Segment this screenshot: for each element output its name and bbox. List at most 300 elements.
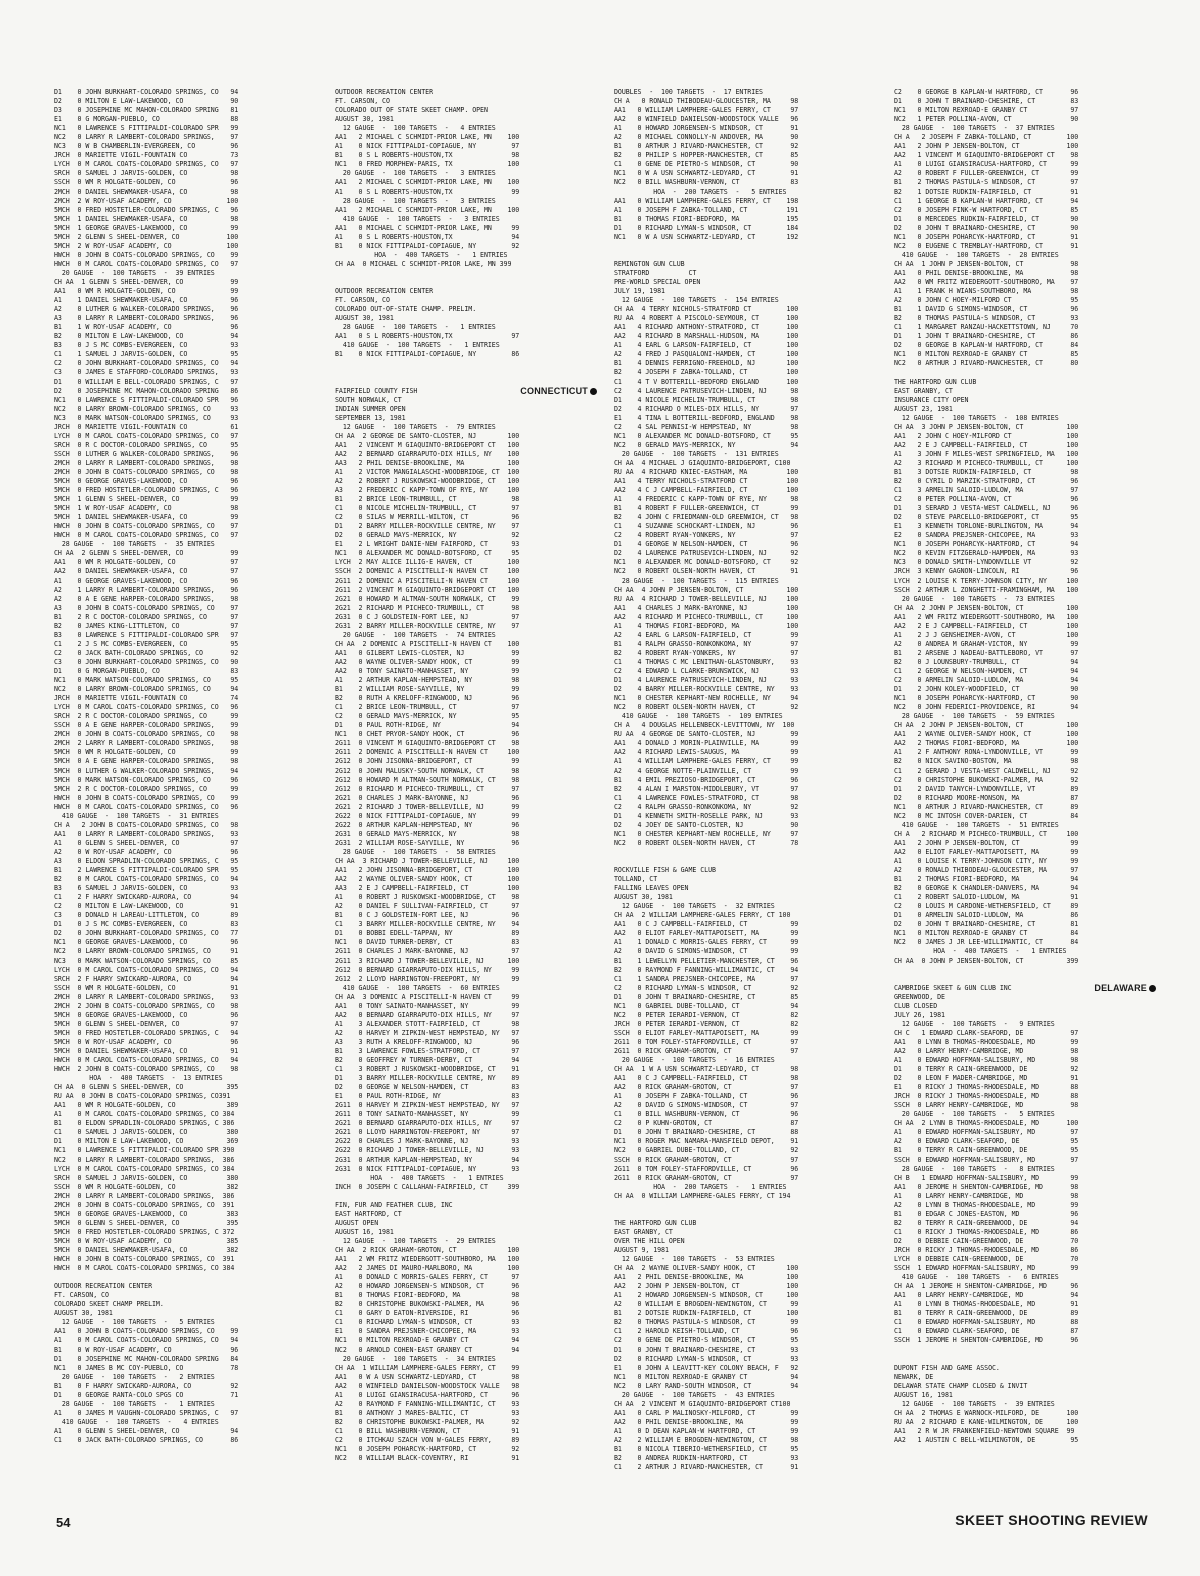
result-line [54, 685, 316, 694]
result-line [614, 757, 876, 766]
result-line-text: B1 3 DOTSIE RUDKIN-FAIRFIELD, CT 98 [894, 467, 1079, 476]
result-line [894, 97, 1156, 106]
result-line-text: D1 0 JOSEPHINE MC MAHON-COLORADO SPRING 84 [54, 1354, 239, 1363]
result-line [335, 884, 597, 893]
result-line-text: A2 0 ANDREA M GRAHAM-VICTOR, NY 99 [894, 639, 1079, 648]
result-line-text: NC2 0 LARRY BROWN-COLORADO SPRINGS, CO 91 [54, 947, 239, 956]
result-line [614, 1255, 876, 1264]
result-line-text: JRCH 0 RICKY J THOMAS-RHODESDALE, MD 86 [894, 1246, 1079, 1254]
result-line-text: D2 0 JOSEPHINE MC MAHON-COLORADO SPRING 86 [54, 386, 239, 395]
result-line [54, 169, 316, 178]
result-line [894, 206, 1156, 215]
result-line-text: AA1 2 WM FRITZ WIEDERGOTT-SOUTHBORO, MA 100 [894, 612, 1079, 621]
result-line [614, 97, 876, 106]
result-line-text: 2MCH 0 JOHN B COATS-COLORADO SPRINGS, CO 391 [54, 1200, 235, 1209]
results-column-2 [335, 88, 597, 1488]
result-line [335, 1065, 597, 1074]
result-line-text: C1 0 BILL WASHBURN-VERNON, CT 91 [335, 1426, 520, 1435]
result-line [54, 984, 316, 993]
result-line-text: AA1 0 TONY SAINATO-MANHASSET, NY 99 [335, 1001, 520, 1010]
result-line [894, 785, 1156, 794]
result-line [894, 106, 1156, 115]
result-line-text: 28 GAUGE - 100 TARGETS - 59 ENTRIES [894, 712, 1055, 721]
state-tag-label: DELAWARE [1094, 982, 1147, 993]
result-line [335, 169, 597, 178]
result-line [614, 1237, 876, 1246]
result-line-text: 410 GAUGE - 100 TARGETS - 1 ENTRIES [335, 341, 500, 350]
result-line [894, 233, 1156, 242]
result-line [335, 396, 597, 405]
result-line [614, 1011, 876, 1020]
result-line [54, 694, 316, 703]
result-line-text: CH AA 0 GLENN S SHEEL-DENVER, CO 395 [54, 1083, 239, 1092]
result-line-text: 2G21 0 BERNARD GIARRAPUTO-DIX HILLS, NY 97 [335, 1119, 520, 1128]
result-line-text: CH AA 3 DOMENIC A PISCITELLI-N HAVEN CT 99 [335, 992, 520, 1001]
result-line [54, 577, 316, 586]
result-line-text: D2 0 JOHN BURKHART-COLORADO SPRINGS, CO 77 [54, 929, 239, 938]
result-line-text: AA2 0 WAYNE OLIVER-SANDY HOOK, CT 99 [335, 657, 520, 666]
result-line-text: B1 0 S L ROBERTS-HOUSTON,TX 98 [335, 151, 520, 160]
result-line-text: 2G21 0 LLOYD HARRINGTON-FREEPORT, NY 97 [335, 1128, 520, 1137]
result-line-text: AA1 0 WM R HOLGATE-GOLDEN, CO 389 [54, 1101, 239, 1110]
result-line-text: D2 0 GEORGE B KAPLAN-W HARTFORD, CT 84 [894, 341, 1079, 350]
result-line [335, 151, 597, 160]
result-line [894, 486, 1156, 495]
result-line [614, 975, 876, 984]
result-line [54, 160, 316, 169]
result-line [894, 857, 1156, 866]
result-line-text: COLORADO OUT-OF-STATE CHAMP. PRELIM. [335, 305, 477, 314]
result-line-text: 12 GAUGE - 100 TARGETS - 39 ENTRIES [894, 1399, 1055, 1408]
result-line [894, 1318, 1156, 1327]
result-line-text: B1 2 THOMAS FIORI-BEDFORD, MA 94 [894, 875, 1079, 884]
result-line [335, 1282, 597, 1291]
result-line [614, 1445, 876, 1454]
result-line-text: D1 0 JOHN T BRAINARD-CHESHIRE, CT 83 [894, 97, 1079, 106]
result-line-text: FT. CARSON, CO [335, 296, 390, 305]
result-line [335, 757, 597, 766]
result-line [894, 1346, 1156, 1355]
result-line [335, 495, 597, 504]
result-line [54, 495, 316, 504]
result-line [54, 1246, 316, 1255]
result-line [614, 540, 876, 549]
result-line-text: 28 GAUGE - 100 TARGETS - 58 ENTRIES [335, 847, 496, 856]
result-line [335, 1409, 597, 1418]
result-line-text: 12 GAUGE - 100 TARGETS - 79 ENTRIES [335, 422, 496, 431]
result-line-text: A2 2 WILLIAM E BROGDEN-NEWINGTON, CT 98 [614, 1435, 799, 1444]
result-line [54, 1165, 316, 1174]
result-line-text: 12 GAUGE - 100 TARGETS - 108 ENTRIES [894, 413, 1059, 422]
result-line [54, 188, 316, 197]
result-line [614, 821, 876, 830]
result-line-text: C2 4 LAURENCE PATRUSEVICH-LINDEN, NJ 98 [614, 386, 799, 395]
result-line-text: 12 GAUGE - 100 TARGETS - 4 ENTRIES [335, 124, 496, 133]
result-line [335, 622, 597, 631]
result-line-text: 5MCH 0 DANIEL SHEWMAKER-USAFA, CO 382 [54, 1246, 239, 1254]
result-line-text: ROCKVILLE FISH & GAME CLUB [614, 866, 716, 875]
result-line-text: CH AA 1 WILLIAM LAMPHERE-GALES FERRY, CT 99 [335, 1363, 520, 1372]
result-line-text: 20 GAUGE - 100 TARGETS - 3 ENTRIES [335, 169, 496, 178]
result-line [614, 667, 876, 676]
result-line-text: AA1 4 DONALD J MORIN-PLAINVILLE, MA 99 [614, 739, 799, 748]
result-line [54, 242, 316, 251]
result-line-text: A1 1 FRANK H WIANS-SOUTHBORO, MA 98 [894, 287, 1079, 296]
result-line [335, 1174, 597, 1183]
result-line [335, 1128, 597, 1137]
result-line [614, 378, 876, 387]
result-line [335, 1056, 597, 1065]
result-line-text: 5MCH 1 DANIEL SHEWMAKER-USAFA, CO 98 [54, 214, 239, 223]
result-line [54, 441, 316, 450]
result-line [894, 748, 1156, 757]
result-line-text: CLUB CLOSED [894, 1001, 938, 1010]
result-line-text: A1 2 ARTHUR KAPLAN-HEMPSTEAD, NY 98 [335, 676, 520, 685]
result-line [614, 278, 876, 287]
result-line-text: DOUBLES - 100 TARGETS - 17 ENTRIES [614, 88, 763, 96]
result-line [54, 1382, 316, 1391]
result-line-text: AA2 4 C J CAMPBELL-FAIRFIELD, CT 100 [614, 486, 799, 495]
result-line [54, 1083, 316, 1092]
result-line [54, 1056, 316, 1065]
result-line [614, 1002, 876, 1011]
result-line [614, 1219, 876, 1228]
result-line [614, 957, 876, 966]
result-line-text: C1 3 ARMELIN SALOID-LUDLOW, MA 97 [894, 486, 1079, 495]
result-line [335, 947, 597, 956]
result-line [614, 314, 876, 323]
result-line [614, 88, 876, 97]
result-line [614, 1327, 876, 1336]
result-line-text: 12 GAUGE - 100 TARGETS - 32 ENTRIES [614, 902, 775, 911]
result-line-text: A3 0 ELDON SPRADLIN-COLORADO SPRINGS, C 95 [54, 856, 239, 865]
result-line-text: C1 0 GARY D EATON-RIVERSIDE, RI 96 [335, 1309, 520, 1318]
result-line-text: AA1 2 VINCENT M GIAQUINTO-BRIDGEPORT CT 100 [335, 440, 520, 449]
result-line [335, 640, 597, 649]
result-line-text: STRATFORD CT [614, 268, 697, 277]
result-line-text: SSCH 0 EDWARD HOFFMAN-SALISBURY, MD 97 [894, 1155, 1079, 1164]
result-line [54, 378, 316, 387]
result-line [54, 595, 316, 604]
result-line [54, 757, 316, 766]
result-line [335, 405, 597, 414]
result-line [335, 188, 597, 197]
result-line-text: RU AA 4 ROBERT A PISCOLO-SEYMOUR, CT 100 [614, 314, 799, 323]
result-line [335, 341, 597, 350]
result-line-text: AA2 1 VINCENT M GIAQUINTO-BRIDGEPORT CT 98 [894, 151, 1079, 160]
result-line [335, 1165, 597, 1174]
result-line [614, 595, 876, 604]
result-line-text: FALLING LEAVES OPEN [614, 884, 689, 893]
result-line [614, 341, 876, 350]
result-line [614, 739, 876, 748]
result-line-text: B2 0 NICK SAVINO-BOSTON, MA 98 [894, 757, 1079, 766]
result-line-text: D2 0 RICHARD MOORE-MONSON, MA 87 [894, 793, 1079, 802]
result-line [614, 911, 876, 920]
result-line [894, 1264, 1156, 1273]
result-line-text: COLORADO OUT OF STATE SKEET CHAMP. OPEN [335, 106, 488, 115]
result-line-text: 5MCH 0 GLENN S SHEEL-DENVER, CO 395 [54, 1218, 239, 1227]
result-line-text: HOA - 400 TARGETS - 1 ENTRIES [335, 1173, 504, 1182]
result-line [894, 830, 1156, 839]
result-line-text: C2 0 RICHARD LYMAN-S WINDSOR, CT 92 [614, 983, 799, 992]
result-line-text: A1 2 J J GENSHEIMER-AVON, CT 100 [894, 630, 1079, 639]
result-line-text: CH A 2 JOSEPH F ZABKA-TOLLAND, CT 100 [894, 133, 1079, 142]
result-line-text: CH A 4 DOUGLAS HELLENBECK-LEVITTOWN, NY 100 [614, 721, 795, 730]
result-line [894, 1174, 1156, 1183]
result-line [54, 1065, 316, 1074]
result-line [54, 1282, 316, 1291]
result-line [335, 586, 597, 595]
result-line-text: CH AA 2 JOHN P JENSEN-BOLTON, CT 100 [894, 721, 1079, 730]
result-line-text: AA1 4 TERRY NICHOLS-STRATFORD CT 100 [614, 477, 799, 486]
result-line-text: NC1 0 MILTON REXROAD-E GRANBY CT 94 [335, 1336, 520, 1345]
result-line-text: AA2 0 LARRY HENRY-CAMBRIDGE, MD 98 [894, 1046, 1079, 1055]
result-line-text: E2 0 SANDRA PREJSNER-CHICOPEE, MA 93 [894, 531, 1079, 540]
result-line-text: D1 0 PAUL ROTH-RIDGE, NY 94 [335, 721, 520, 730]
result-line-text: B1 2 ARSENE J NADEAU-BATTLEBORO, VT 97 [894, 648, 1079, 657]
result-line-text: A1 0 LOUISE K TERRY-JOHNSON CITY, NY 99 [894, 856, 1079, 865]
result-line [335, 1228, 597, 1237]
result-line-text: B1 0 ANTHONY J MARES-BALTIC, CT 93 [335, 1408, 520, 1417]
result-line-text: AA2 2 THOMAS FIORI-BEDFORD, MA 100 [894, 739, 1079, 748]
result-line [614, 242, 876, 251]
result-line-text: CH AA 0 JOHN P JENSEN-BOLTON, CT 399 [894, 956, 1079, 965]
result-line [335, 1011, 597, 1020]
result-line-text: A1 3 ALEXANDER STOTT-FAIRFIELD, CT 98 [335, 1019, 520, 1028]
result-line [54, 450, 316, 459]
result-line [614, 1119, 876, 1128]
result-line-text: 5MCH 0 LUTHER G WALKER-COLORADO SPRINGS, 94 [54, 766, 239, 775]
result-line-text: CH AA 2 THOMAS E WARNOCK-MILFORD, DE 100 [894, 1408, 1079, 1417]
result-line-text: A1 0 LYNN B THOMAS-RHODESDALE, MD 91 [894, 1300, 1079, 1309]
result-line-text: E1 4 TINA L BOTTERILL-BEDFORD, ENGLAND 98 [614, 413, 799, 422]
result-line [54, 712, 316, 721]
result-line-text: C1 0 EDWARD HOFFMAN-SALISBURY, MD 88 [894, 1318, 1079, 1327]
result-line-text: D2 0 LEON F MADER-CAMBRIDGE, MD 91 [894, 1074, 1079, 1083]
result-line [614, 1373, 876, 1382]
result-line [614, 323, 876, 332]
result-line-text: 410 GAUGE - 100 TARGETS - 3 ENTRIES [335, 214, 500, 223]
result-line [614, 1029, 876, 1038]
result-line [54, 640, 316, 649]
result-line [614, 1201, 876, 1210]
result-line [335, 513, 597, 522]
result-line [614, 1146, 876, 1155]
result-line [335, 1418, 597, 1427]
result-line-text: B1 0 ARTHUR J RIVARD-MANCHESTER, CT 92 [614, 142, 799, 151]
result-line [894, 1065, 1156, 1074]
result-line [335, 739, 597, 748]
result-line [894, 188, 1156, 197]
result-line [894, 441, 1156, 450]
result-line-text: 5MCH 0 GEORGE GRAVES-LAKEWOOD, CO 383 [54, 1209, 239, 1218]
result-line [894, 88, 1156, 97]
result-line-text: B1 2 BRICE LEON-TRUMBULL, CT 98 [335, 495, 520, 504]
result-line [894, 1436, 1156, 1445]
result-line [614, 178, 876, 187]
result-line-text: NC1 0 GABRIEL DUBE-TOLLAND, CT 94 [614, 1001, 799, 1010]
result-line [54, 233, 316, 242]
result-line-text: 2MCH 0 JOHN B COATS-COLORADO SPRINGS, CO 98 [54, 730, 239, 739]
result-line [54, 432, 316, 441]
result-line-text: A3 0 LARRY R LAMBERT-COLORADO SPRINGS, 96 [54, 314, 239, 323]
result-line [614, 1092, 876, 1101]
result-line-text: A2 3 RICHARD M PICHECO-TRUMBULL, CT 100 [894, 458, 1079, 467]
result-line-text: 2G11 0 CHARLES J MARK-BAYONNE, NJ 97 [335, 947, 520, 956]
result-line-text: 12 GAUGE - 100 TARGETS - 9 ENTRIES [894, 1019, 1055, 1028]
result-line [894, 450, 1156, 459]
result-line-text: 20 GAUGE - 100 TARGETS - 34 ENTRIES [335, 1354, 496, 1363]
result-line-text: AA2 2 WAYNE OLIVER-SANDY HOOK, CT 100 [335, 875, 520, 884]
result-line [54, 549, 316, 558]
result-line [894, 432, 1156, 441]
result-line [894, 224, 1156, 233]
result-line-text: 28 GAUGE - 100 TARGETS - 8 ENTRIES [894, 1164, 1055, 1173]
result-line-text: TOLLAND, CT [614, 875, 658, 884]
result-line-text: 2MCH 0 DANIEL SHEWMAKER-USAFA, CO 98 [54, 187, 239, 196]
result-line [335, 1327, 597, 1336]
result-line [614, 1183, 876, 1192]
result-line [335, 929, 597, 938]
result-line-text: D2 0 GERALD MAYS-MERRICK, NY 92 [335, 531, 520, 540]
result-line [335, 197, 597, 206]
result-line [894, 359, 1156, 368]
result-line [54, 215, 316, 224]
result-line-text: JRCH 0 PETER IERARDI-VERNON, CT 82 [614, 1019, 799, 1028]
result-line-text: AA2 2 JAMES DI MAURO-MARLBORO, MA 100 [335, 1264, 520, 1273]
result-line [894, 658, 1156, 667]
result-line [54, 414, 316, 423]
result-line [335, 993, 597, 1002]
result-line-text: AA2 4 RICHARD LEWIS-SAUGUS, MA 99 [614, 748, 799, 757]
result-line-text: AA1 0 C J CAMPBELL-FAIRFIELD, CT 98 [614, 1074, 799, 1083]
result-line [54, 1264, 316, 1273]
result-line-text: A1 0 EDWARD HOFFMAN-SALISBURY, MD 98 [894, 1056, 1079, 1065]
result-line [894, 1237, 1156, 1246]
result-line-text: 410 GAUGE - 100 TARGETS - 6 ENTRIES [894, 1273, 1059, 1282]
result-line [614, 767, 876, 776]
result-line-text: D1 0 ARMELIN SALOID-LUDLOW, MA 86 [894, 911, 1079, 920]
result-line-text: B2 4 JOHN C FRIEDMANN-OLD GREENWICH, CT 98 [614, 513, 799, 522]
result-line [335, 839, 597, 848]
result-line-text: D1 4 NICOLE MICHELIN-TRUMBULL, CT 98 [614, 395, 799, 404]
result-line [614, 586, 876, 595]
result-line-text: CH AA 1 W A USN SCHWARTZ-LEDYARD, CT 98 [614, 1065, 799, 1074]
result-line-text: B2 0 THOMAS PASTULA-S WINDSOR, CT 99 [614, 1318, 799, 1327]
result-line [894, 1255, 1156, 1264]
result-line [614, 721, 876, 730]
result-line [894, 1156, 1156, 1165]
result-line [54, 821, 316, 830]
result-line-text: C1 0 GENE DE PIETRO-S WINDSOR, CT 90 [614, 160, 799, 169]
result-line [335, 1391, 597, 1400]
result-line-text: 2G31 2 WILLIAM ROSE-SAYVILLE, NY 96 [335, 838, 520, 847]
result-line [614, 414, 876, 423]
result-line [894, 1183, 1156, 1192]
result-line [894, 794, 1156, 803]
result-line [335, 387, 597, 396]
result-line-text: HOA - 200 TARGETS - 1 ENTRIES [614, 1182, 787, 1191]
result-line-text: C3 0 JAMES E STAFFORD-COLORADO SPRINGS, 93 [54, 368, 239, 377]
result-line-text: JRCH 0 MARIETTE VIGIL-FOUNTAIN CO 74 [54, 694, 239, 703]
result-line-text: B3 0 J S MC COMBS-EVERGREEN, CO 93 [54, 341, 239, 350]
result-line [335, 848, 597, 857]
result-line-text: A2 0 W ROY-USAF ACADEMY, CO 96 [54, 847, 239, 856]
result-line [54, 586, 316, 595]
result-line [894, 1282, 1156, 1291]
result-line [335, 215, 597, 224]
result-line-text: A2 0 HARVEY M ZIPKIN-WEST HEMPSTEAD, NY 97 [335, 1028, 520, 1037]
result-line-text: B1 4 RALPH GRASSO-RONKONKOMA, NY 97 [614, 639, 799, 648]
result-line [54, 866, 316, 875]
result-line-text: B1 0 TERRY R CAIN-GREENWOOD, DE 89 [894, 1309, 1079, 1318]
result-line [894, 242, 1156, 251]
result-line-text: AA2 0 WINFIELD DANIELSON-WOODSTOCK VALLE 98 [335, 1381, 520, 1390]
result-line [614, 1291, 876, 1300]
result-line [614, 1101, 876, 1110]
result-line [54, 884, 316, 893]
result-line [614, 1427, 876, 1436]
result-line [614, 812, 876, 821]
result-line-text: 2G12 0 JOHN MALUSKY-SOUTH NORWALK, CT 98 [335, 766, 520, 775]
result-line [335, 1355, 597, 1364]
result-line-text: C1 4 LAWRENCE FOWLES-STRATFORD, CT 98 [614, 793, 799, 802]
result-line [335, 242, 597, 251]
result-line-text: RU AA 4 GEORGE DE SANTO-CLOSTER, NJ 99 [614, 730, 799, 739]
result-line-text: A1 0 JOSEPH F ZABKA-TOLLAND, CT 96 [614, 1092, 799, 1101]
result-line-text: C1 4 SUZANNE SCHOCKART-LINDEN, NJ 96 [614, 522, 799, 531]
result-line-text: AA2 2 JOHN P JENSEN-BOLTON, CT 100 [614, 1282, 799, 1291]
result-line-text: CH AA 4 TERRY NICHOLS-STRATFORD CT 100 [614, 305, 799, 314]
result-line [894, 269, 1156, 278]
result-line [335, 1273, 597, 1282]
result-line [54, 803, 316, 812]
result-line-text: B1 2 LAWRENCE S FITTIPALDI-COLORADO SPR 95 [54, 866, 239, 875]
result-line-text: NC2 0 GERALD MAYS-MERRICK, NY 94 [614, 440, 799, 449]
result-line [54, 993, 316, 1002]
result-line [614, 450, 876, 459]
result-line-text: 2G11 0 TONY SAINATO-MANHASSET, NY 99 [335, 1110, 520, 1119]
result-line [614, 1364, 876, 1373]
result-line [54, 1336, 316, 1345]
result-line [335, 178, 597, 187]
result-line [894, 1092, 1156, 1101]
result-line-text: RU AA 4 RICHARD KNIEC-EASTHAM, MA 100 [614, 467, 799, 476]
result-line-text: B2 0 ANDREA RUDKIN-HARTFORD, CT 93 [614, 1454, 799, 1463]
result-line-text: AA3 2 PHIL DENISE-BROOKLINE, MA 100 [335, 458, 520, 467]
result-line [335, 613, 597, 622]
result-line [54, 1156, 316, 1165]
result-line-text: 5MCH 1 GLENN S SHEEL-DENVER, CO 99 [54, 495, 239, 504]
result-line-text: 20 GAUGE - 100 TARGETS - 5 ENTRIES [894, 1110, 1055, 1119]
result-line-text: THE HARTFORD GUN CLUB [614, 1218, 697, 1227]
result-line-text: LYCH 2 LOUISE K TERRY-JOHNSON CITY, NY 100 [894, 576, 1079, 585]
result-line-text: SRCH 0 R C DOCTOR-COLORADO SPRINGS, CO 95 [54, 440, 239, 449]
result-line [894, 513, 1156, 522]
result-line-text: 410 GAUGE - 100 TARGETS - 51 ENTRIES [894, 820, 1059, 829]
result-line-text: B1 0 C J GOLDSTEIN-FORT LEE, NJ 96 [335, 911, 520, 920]
result-line [54, 794, 316, 803]
result-line [335, 785, 597, 794]
result-line [894, 739, 1156, 748]
result-line-text: NC1 0 JOSEPH POHARCYK-HARTFORD, CT 92 [335, 1445, 520, 1454]
result-line-text: A2 0 A E GENE HARPER-COLORADO SPRINGS, 98 [54, 594, 239, 603]
result-line [54, 631, 316, 640]
result-line-text: AA2 0 ELIOT FARLEY-MATTAPOISETT, MA 99 [614, 929, 799, 938]
result-line [335, 1246, 597, 1255]
result-line-text: D2 4 LAURENCE PATRUSEVICH-LINDEN, NJ 92 [614, 549, 799, 558]
